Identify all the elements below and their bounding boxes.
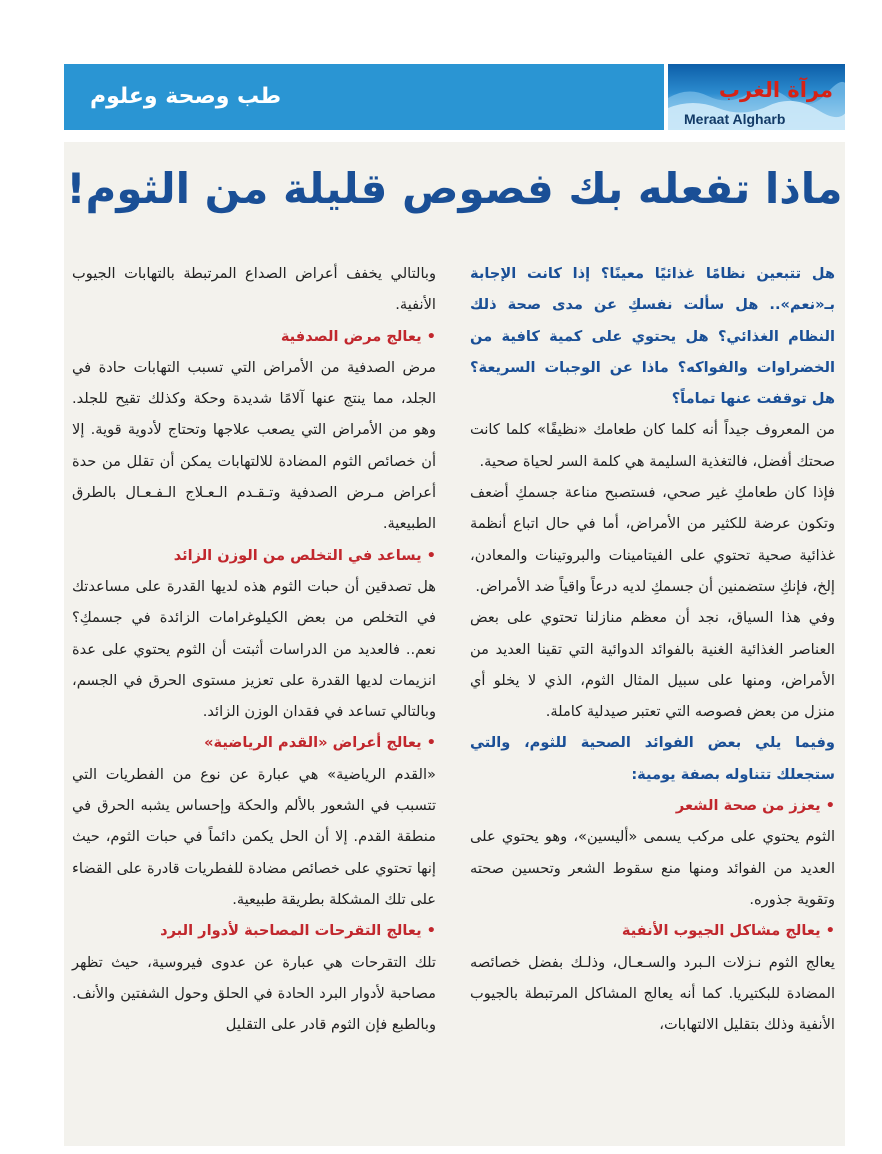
article-paragraph: وفي هذا السياق، نجد أن معظم منازلنا تحتوي على بعض العناصر الغذائية الغنية بالفوائد الدوائية التي تقينا العديد من الأمراض، ومنها على سبيل المثال الثوم، الذي لا يخلو أي منزل من بعض فصوصه التي تعتبر صيدلية كاملة. bbox=[470, 609, 835, 721]
article-paragraph: من المعروف جيداً أنه كلما كان طعامك «نظيفًا» كلما كانت صحتك أفضل، فالتغذية السليمة هي كلمة السر لحياة صحية. bbox=[470, 421, 835, 470]
article-intro: هل تتبعين نظامًا غذائيًا معينًا؟ إذا كانت الإجابة بـ«نعم».. هل سألت نفسكِ عن مدى صحة ذلك النظام الغذائي؟ هل يحتوي على كمية كافية من الخضراوات والفواكه؟ ماذا عن الوجبات السريعة؟ هل توقفت عنها تماماً؟ bbox=[470, 265, 835, 408]
publication-logo bbox=[664, 64, 845, 130]
benefits-lead: وفيما يلي بعض الفوائد الصحية للثوم، والتي ستجعلك تتناوله بصفة يومية: bbox=[470, 734, 835, 783]
article-paragraph: فإذا كان طعامكِ غير صحي، فستصبح مناعة جسمكِ أضعف وتكون عرضة للكثير من الأمراض، أما في حال اتباع أنظمة غذائية صحية تحتوي على الفيتامينات والبروتينات والمعادن، إلخ، فإنكِ ستضمنين أن جسمكِ لديه درعاً واقياً ضد الأمراض. bbox=[470, 484, 835, 595]
article-paragraph: هل تصدقين أن حبات الثوم هذه لديها القدرة على مساعدتك في التخلص من بعض الكيلوغرامات الزائدة في جسمكِ؟ نعم.. فالعديد من الدراسات أثبتت أن الثوم يحتوي على عدة انزيمات لديها القدرة على تعزيز مستوى الحرق في الجسم، وبالتالي تساعد في فقدان الوزن الزائد. bbox=[72, 577, 436, 721]
subheading-psoriasis: • يعالج مرض الصدفية bbox=[280, 327, 436, 345]
article-paragraph: «القدم الرياضية» هي عبارة عن نوع من الفطريات التي تتسبب في الشعور بالألم والحكة وإحساس يشبه الحرق في منطقة القدم. إلا أن الحل يكمن دائماً في حبات الثوم، حيث إنها تحتوي على خصائص مضادة للفطريات قادرة على القضاء على تلك المشكلة بطريقة طبيعية. bbox=[72, 765, 436, 908]
article-paragraph: الثوم يحتوي على مركب يسمى «أليسين»، وهو يحتوي على العديد من الفوائد ومنها منع سقوط الشعر وتحسين صحته وتقوية جذوره. bbox=[470, 828, 835, 908]
article-paragraph: مرض الصدفية من الأمراض التي تسبب التهابات حادة في الجلد، مما ينتج عنها آلامًا شديدة وحكة وكذلك تقيح للجلد. وهو من الأمراض التي يصعب علاجها وتحتاج لأدوية قوية. إلا أن خصائص الثوم المضادة للالتهابات يمكن أن تقلل من حدة أعراض مـرض الصدفية وتـقـدم الـعـلاج الـفـعـال بالطرق الطبيعية. bbox=[72, 358, 436, 533]
article-column-left bbox=[72, 258, 436, 1040]
article-paragraph: تلك التقرحات هي عبارة عن عدوى فيروسية، حيث تظهر مصاحبة لأدوار البرد الحادة في الحلق وحول الشفتين والأنف. وبالطبع فإن الثوم قادر على التقليل bbox=[72, 953, 436, 1034]
logo-english-text: Meraat Algharb bbox=[684, 111, 786, 127]
subheading-weight: • يساعد في التخلص من الوزن الزائد bbox=[173, 546, 436, 564]
subheading-hair: • يعزز من صحة الشعر bbox=[675, 797, 835, 815]
article-paragraph: وبالتالي يخفف أعراض الصداع المرتبطة بالتهابات الجيوب الأنفية. bbox=[72, 265, 436, 314]
subheading-sinus: • يعالج مشاكل الجيوب الأنفية bbox=[621, 922, 835, 940]
article-title: ماذا تفعله بك فصوص قليلة من الثوم! bbox=[66, 164, 843, 213]
logo-arabic-text: مرآة الغرب bbox=[718, 78, 833, 102]
article-paragraph: يعالج الثوم نـزلات الـبرد والسـعـال، وذلـك بفضل خصائصه المضادة للبكتيريا. كما أنه يعالج المشاكل المرتبطة بالجيوب الأنفية وذلك بتقليل الالتهابات، bbox=[470, 953, 835, 1034]
subheading-cold-sores: • يعالج التقرحات المصاحبة لأدوار البرد bbox=[160, 922, 436, 940]
section-label: طب وصحة وعلوم bbox=[90, 84, 282, 109]
article-column-right bbox=[470, 258, 835, 1040]
subheading-athletes-foot: • يعالج أعراض «القدم الرياضية» bbox=[204, 734, 436, 752]
